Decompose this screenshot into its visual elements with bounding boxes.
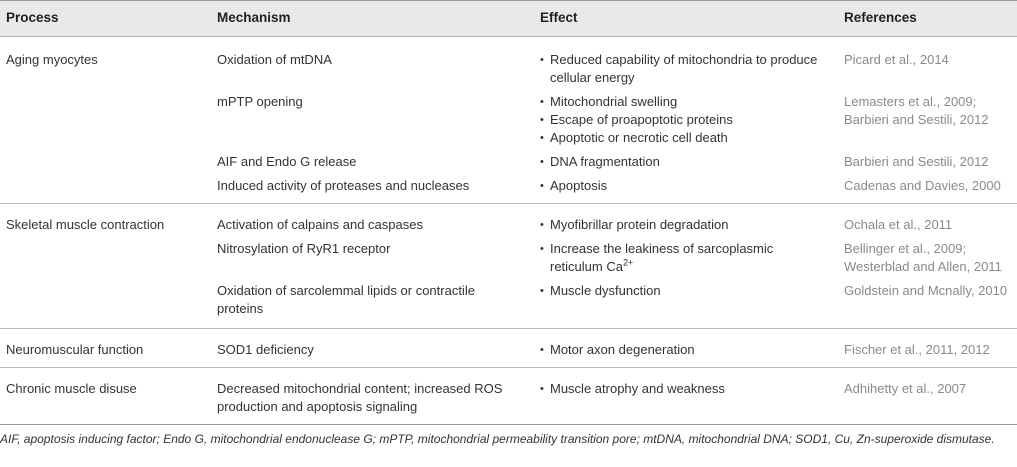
header-process: Process [6, 10, 59, 25]
mechanism-cell: Nitrosylation of RyR1 receptor [217, 241, 391, 256]
reference-cell: Ochala et al., 2011 [844, 217, 953, 232]
mechanism-cell: AIF and Endo G release [217, 154, 357, 169]
process-aging-myocytes: Aging myocytes [6, 52, 98, 67]
reference-cell: Bellinger et al., 2009; Westerblad and Allen, 2011 [844, 241, 1002, 274]
mechanism-cell: Decreased mitochondrial content; increased ROS production and apoptosis signaling [217, 381, 503, 414]
header-references: References [844, 10, 917, 25]
reference-cell: Fischer et al., 2011, 2012 [844, 342, 990, 357]
reference-cell: Cadenas and Davies, 2000 [844, 178, 1001, 193]
effect-item: • Escape of proapoptotic proteins [540, 111, 830, 129]
table-bottom-rule [0, 424, 1017, 425]
mechanism-cell: Activation of calpains and caspases [217, 217, 423, 232]
mechanism-cell: SOD1 deficiency [217, 342, 314, 357]
effect-item: • DNA fragmentation [540, 153, 830, 171]
mechanism-cell: mPTP opening [217, 94, 303, 109]
mechanism-cell: Oxidation of mtDNA [217, 52, 332, 67]
effect-item: • Apoptosis [540, 177, 830, 195]
effect-item: • Myofibrillar protein degradation [540, 216, 830, 234]
header-effect: Effect [540, 10, 578, 25]
process-neuromuscular-function: Neuromuscular function [6, 342, 144, 357]
mechanism-cell: Induced activity of proteases and nucleases [217, 178, 470, 193]
effect-item: • Mitochondrial swelling [540, 93, 830, 111]
effect-item: • Apoptotic or necrotic cell death [540, 129, 830, 147]
row-divider [0, 367, 1017, 368]
process-skeletal-muscle-contraction: Skeletal muscle contraction [6, 217, 165, 232]
row-divider [0, 328, 1017, 329]
table-header [0, 0, 1017, 37]
header-mechanism: Mechanism [217, 10, 291, 25]
effect-item: • Reduced capability of mitochondria to produce cellular energy [540, 51, 830, 87]
effect-item: • Motor axon degeneration [540, 341, 830, 359]
reference-cell: Barbieri and Sestili, 2012 [844, 154, 989, 169]
reference-cell: Goldstein and Mcnally, 2010 [844, 283, 1008, 298]
effect-item: • Muscle dysfunction [540, 282, 830, 300]
row-divider [0, 203, 1017, 204]
table-footnote: AIF, apoptosis inducing factor; Endo G, mitochondrial endonuclease G; mPTP, mitochondrial permeability transition pore; mtDNA, mitochondrial DNA; SOD1, Cu, Zn-superoxide dismutase. [0, 432, 995, 446]
effect-item: • Increase the leakiness of sarcoplasmic reticulum $Ca^{2+}$ [540, 240, 810, 276]
process-chronic-muscle-disuse: Chronic muscle disuse [6, 381, 137, 396]
reference-cell: Picard et al., 2014 [844, 52, 949, 67]
mechanism-cell: Oxidation of sarcolemmal lipids or contractile proteins [217, 283, 475, 316]
reference-cell: Adhihetty et al., 2007 [844, 381, 967, 396]
effect-item: • Muscle atrophy and weakness [540, 380, 830, 398]
reference-cell: Lemasters et al., 2009; Barbieri and Sestili, 2012 [844, 94, 989, 127]
